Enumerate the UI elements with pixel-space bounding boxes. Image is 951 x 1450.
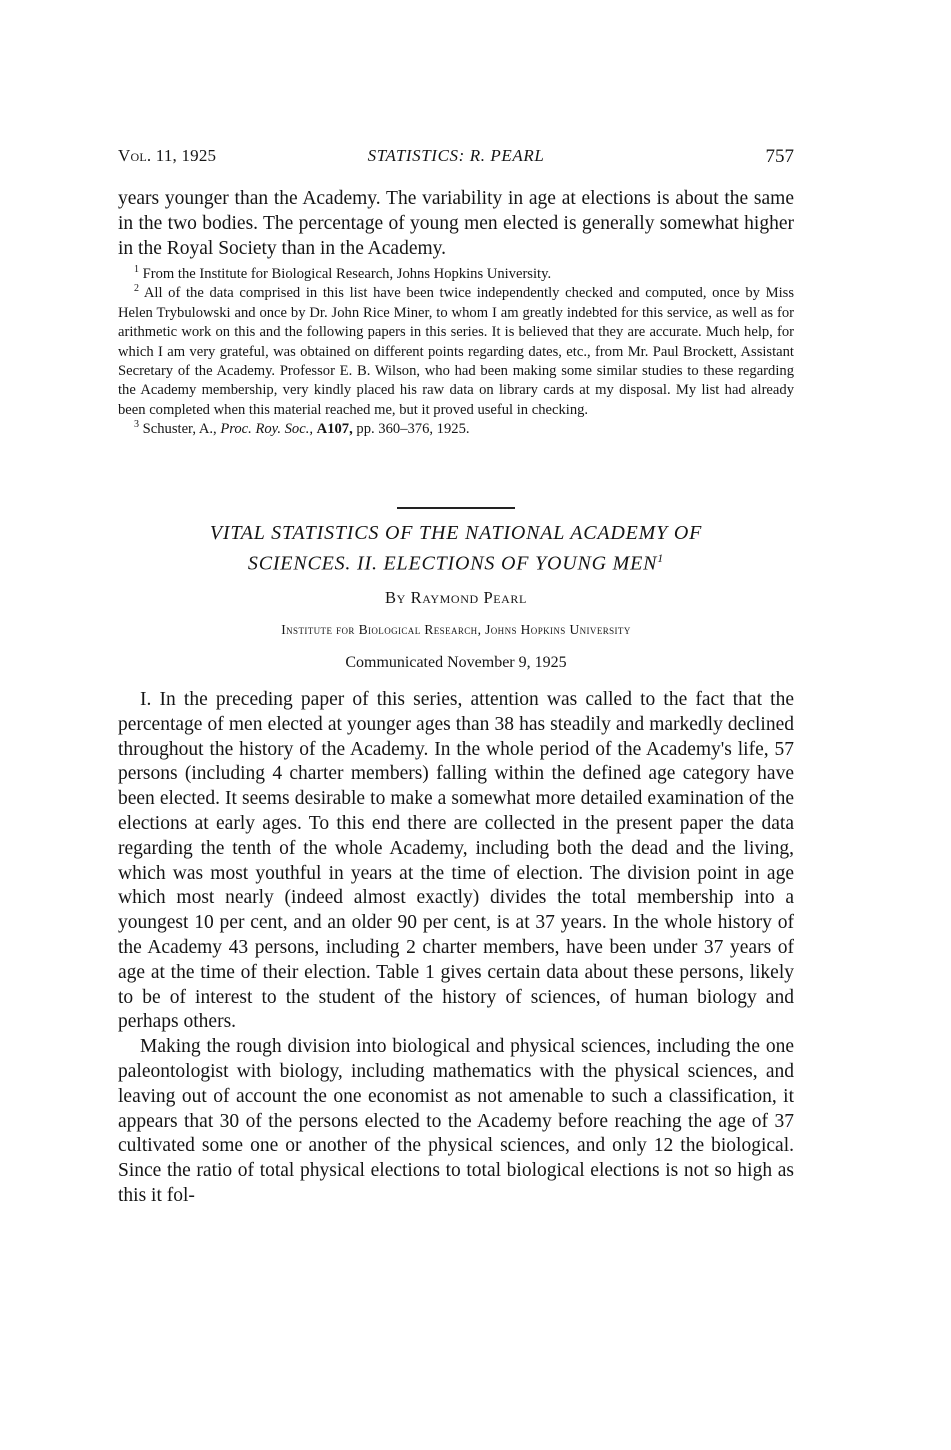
footnote-3-journal: Proc. Roy. Soc., [220, 421, 313, 438]
volume-label: Vol. 11, 1925 [118, 146, 217, 165]
footnote-1-text: From the Institute for Biological Research, Johns Hopkins University. [142, 266, 552, 282]
author-affiliation: Institute for Biological Research, Johns Hopkins University [281, 622, 631, 637]
article-title-line-1: VITAL STATISTICS OF THE NATIONAL ACADEMY OF [209, 522, 703, 544]
page-number: 757 [765, 146, 794, 167]
top-paragraph: years younger than the Academy. The variability in age at elections is about the same in the two bodies. The percentage of young men elected is generally somewhat higher in the Royal Society than in the Academy. [118, 188, 794, 259]
footnotes [118, 265, 794, 440]
article-body [118, 688, 794, 1209]
communicated-date: Communicated November 9, 1925 [345, 654, 567, 671]
footnote-3-author: Schuster, A., [142, 421, 217, 438]
footnote-3-volume: A107, [316, 421, 353, 438]
author-byline: By Raymond Pearl [385, 588, 527, 607]
footnote-1 [118, 265, 794, 284]
article-title-footnote-mark: 1 [657, 551, 665, 565]
footnote-1-mark: 1 [134, 264, 139, 276]
footnote-2-text: All of the data comprised in this list have been twice independently checked and computed, once by Miss Helen Trybulowski and once by Dr. John Rice Miner, to whom I am greatly indebted for this service, as well as for arithmetic work on this and the following papers in this series. It is believed that they are accurate. Much help, for which I am very grateful, was obtained on different points regarding dates, etc., from Mr. Paul Brockett, Assistant Secretary of the Academy. Professor E. B. Wilson, who had been making some similar studies to these regarding the Academy membership, very kindly placed his raw data on library cards at my disposal. My list had already been completed when this material reached me, but it proved useful in checking. [118, 285, 795, 418]
footnote-3-pages: pp. 360–376, 1925. [356, 421, 470, 438]
footnote-2 [118, 284, 794, 420]
running-head [118, 146, 794, 170]
running-title: STATISTICS: R. PEARL [367, 146, 545, 165]
footnote-3 [118, 420, 794, 439]
section-divider [397, 507, 515, 509]
paragraph-1: I. In the preceding paper of this series, attention was called to the fact that the percentage of men elected at younger ages than 38 has steadily and markedly declined throughout the history of the Academy. In the whole period of the Academy's life, 57 persons (including 4 charter members) falling within the defined age category have been elected. It seems desirable to make a somewhat more detailed examination of the elections at early ages. To this end there are collected in the present paper the data regarding the tenth of the whole Academy, including both the dead and the living, which was most youthful in years at the time of election. The division point in age which most nearly (indeed almost exactly) divides the total membership into a youngest 10 per cent, and an older 90 per cent, is at 37 years. In the whole history of the Academy 43 persons, including 2 charter members, have been under 37 years of age at the time of their election. Table 1 gives certain data about these persons, likely to be of interest to the student of the history of sciences, of human biology and perhaps others. [118, 689, 794, 1033]
article-title [118, 521, 794, 577]
continued-paragraph [118, 187, 794, 261]
paragraph-2: Making the rough division into biological and physical sciences, including the one paleontologist with biology, including mathematics with the physical sciences, and leaving out of account the one economist as not amenable to such a classification, it appears that 30 of the persons elected to the Academy before reaching the age of 37 cultivated some one or another of the physical sciences, and only 12 the biological. Since the ratio of total physical elections to total biological elections is not so high as this it fol- [118, 1036, 794, 1206]
article-title-line-2-text: SCIENCES. II. ELECTIONS OF YOUNG MEN [247, 552, 658, 575]
footnote-2-mark: 2 [134, 283, 139, 295]
article-title-line-2 [118, 546, 794, 577]
footnote-3-mark: 3 [134, 419, 139, 431]
